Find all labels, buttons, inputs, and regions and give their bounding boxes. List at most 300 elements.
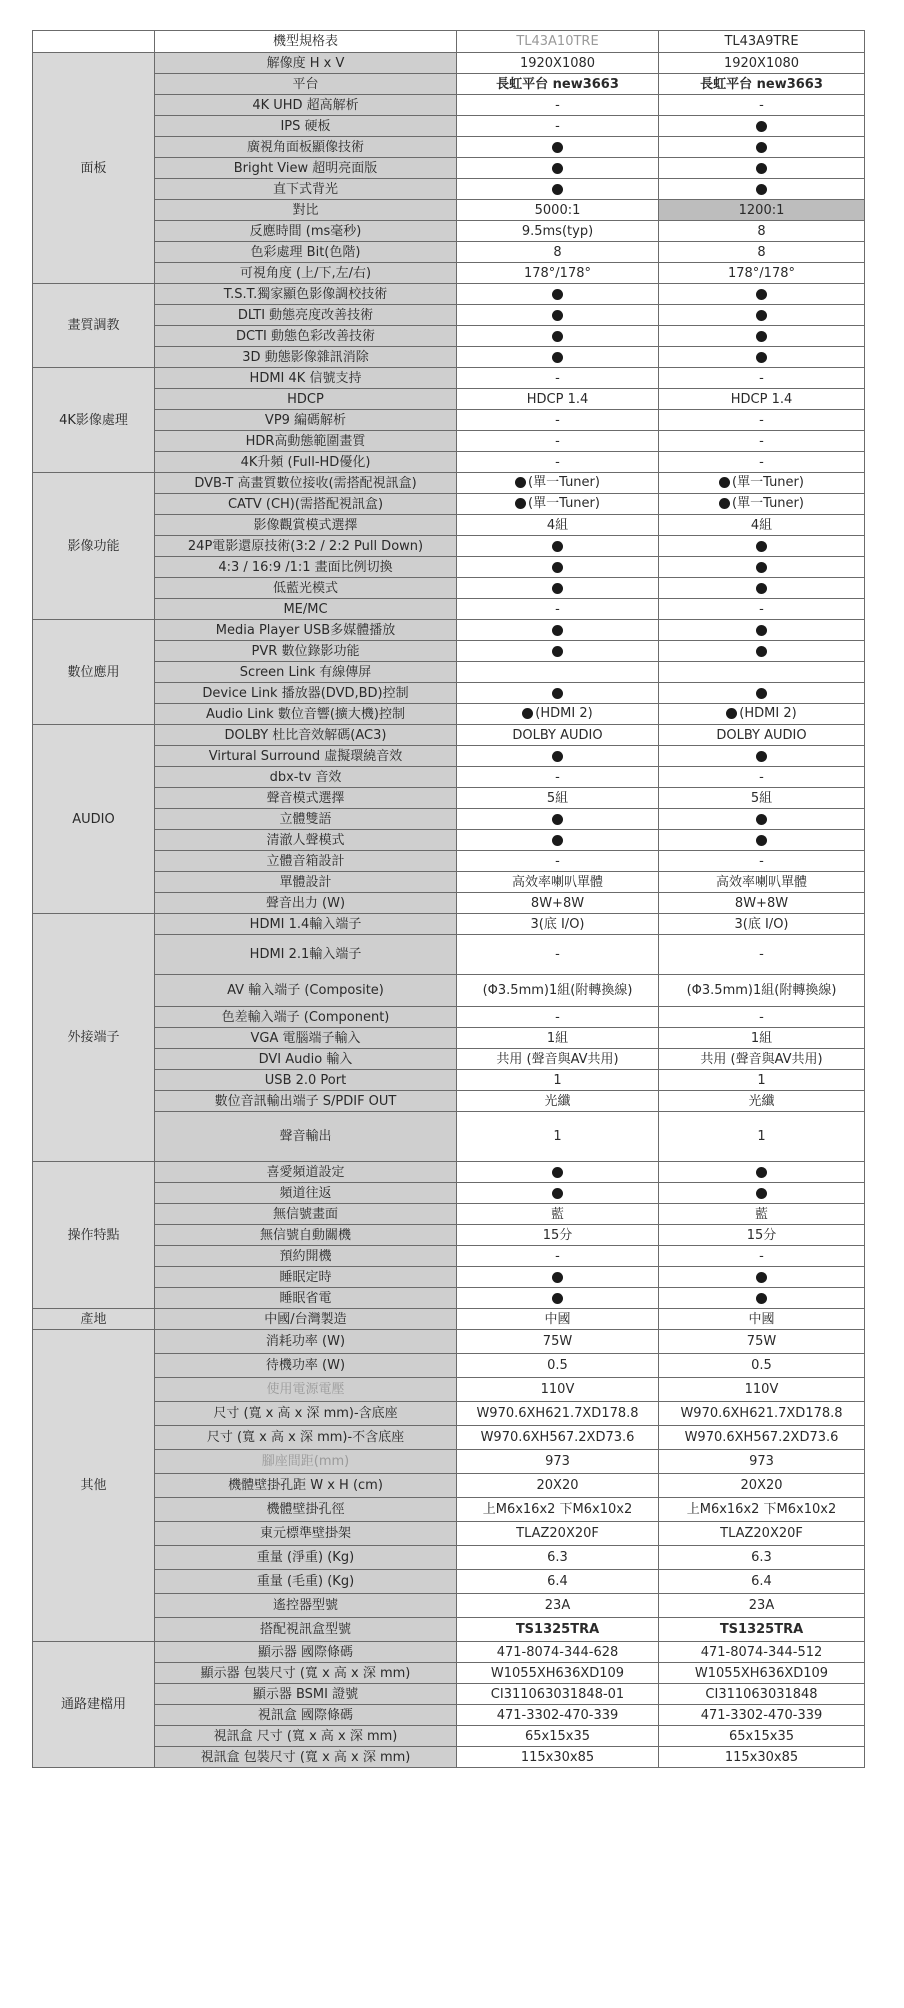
feature-label: 24P電影還原技術(3:2 / 2:2 Pull Down)	[155, 536, 457, 557]
model-a-value: 共用 (聲音與AV共用)	[457, 1049, 659, 1070]
feature-label: 清澈人聲模式	[155, 830, 457, 851]
spec-row	[33, 746, 865, 767]
feature-label: 使用電源電壓	[155, 1378, 457, 1402]
feature-label: HDCP	[155, 389, 457, 410]
model-b-value: TS1325TRA	[659, 1618, 865, 1642]
feature-label: 重量 (毛重) (Kg)	[155, 1570, 457, 1594]
model-b-value: W970.6XH567.2XD73.6	[659, 1426, 865, 1450]
spec-row	[33, 305, 865, 326]
model-a-value: -	[457, 95, 659, 116]
model-a-value: 6.4	[457, 1570, 659, 1594]
category-label: 4K影像處理	[33, 368, 155, 473]
model-a-value: W970.6XH567.2XD73.6	[457, 1426, 659, 1450]
model-a-value: 高效率喇叭單體	[457, 872, 659, 893]
feature-dot-icon	[756, 1167, 767, 1178]
model-a-value: -	[457, 1007, 659, 1028]
model-b-value: 471-3302-470-339	[659, 1705, 865, 1726]
model-b-value: 1200:1	[659, 200, 865, 221]
spec-row	[33, 1070, 865, 1091]
spec-row	[33, 1049, 865, 1070]
feature-label: 喜愛頻道設定	[155, 1162, 457, 1183]
model-a-value	[457, 662, 659, 683]
model-b-value	[659, 746, 865, 767]
feature-dot-icon	[552, 331, 563, 342]
spec-row	[33, 1498, 865, 1522]
model-a-value: -	[457, 116, 659, 137]
feature-dot-icon	[552, 1167, 563, 1178]
model-b-value: 1	[659, 1112, 865, 1162]
feature-label: VGA 電腦端子輸入	[155, 1028, 457, 1049]
feature-dot-icon	[756, 541, 767, 552]
feature-dot-icon	[726, 708, 737, 719]
model-a-value: 115x30x85	[457, 1747, 659, 1768]
model-a-value	[457, 809, 659, 830]
model-b-value	[659, 179, 865, 200]
header-model-a: TL43A10TRE	[457, 31, 659, 53]
feature-dot-icon	[756, 163, 767, 174]
feature-label: 頻道往返	[155, 1183, 457, 1204]
spec-row	[33, 1354, 865, 1378]
model-b-value	[659, 158, 865, 179]
model-a-value: 471-3302-470-339	[457, 1705, 659, 1726]
header-row	[33, 31, 865, 53]
model-a-value: 23A	[457, 1594, 659, 1618]
spec-row	[33, 1594, 865, 1618]
feature-dot-icon	[756, 814, 767, 825]
model-a-value	[457, 305, 659, 326]
spec-row	[33, 1204, 865, 1225]
spec-row	[33, 788, 865, 809]
category-label: AUDIO	[33, 725, 155, 914]
spec-row	[33, 1402, 865, 1426]
model-a-value	[457, 347, 659, 368]
feature-label: 立體雙語	[155, 809, 457, 830]
feature-label: 聲音出力 (W)	[155, 893, 457, 914]
model-b-value: 23A	[659, 1594, 865, 1618]
feature-dot-icon	[719, 477, 730, 488]
model-b-value	[659, 557, 865, 578]
model-b-value	[659, 326, 865, 347]
spec-row	[33, 1522, 865, 1546]
model-a-value: 0.5	[457, 1354, 659, 1378]
model-b-value: -	[659, 1246, 865, 1267]
model-a-value: DOLBY AUDIO	[457, 725, 659, 746]
category-label: 影像功能	[33, 473, 155, 620]
spec-row	[33, 1225, 865, 1246]
model-b-value: 5組	[659, 788, 865, 809]
model-b-value: W970.6XH621.7XD178.8	[659, 1402, 865, 1426]
spec-row	[33, 1450, 865, 1474]
header-cat-blank	[33, 31, 155, 53]
model-a-value	[457, 158, 659, 179]
model-b-value: -	[659, 851, 865, 872]
feature-label: Audio Link 數位音響(擴大機)控制	[155, 704, 457, 725]
feature-dot-icon	[552, 163, 563, 174]
feature-label: DVI Audio 輸入	[155, 1049, 457, 1070]
spec-row	[33, 326, 865, 347]
feature-dot-icon	[552, 352, 563, 363]
feature-dot-icon	[552, 835, 563, 846]
feature-dot-icon	[552, 541, 563, 552]
spec-row	[33, 431, 865, 452]
feature-label: 顯示器 BSMI 證號	[155, 1684, 457, 1705]
dot-with-note	[719, 476, 804, 489]
feature-label: 中國/台灣製造	[155, 1309, 457, 1330]
model-b-value	[659, 1288, 865, 1309]
feature-label: ME/MC	[155, 599, 457, 620]
model-a-value: 中國	[457, 1309, 659, 1330]
model-a-value: -	[457, 410, 659, 431]
dot-note: (單一Tuner)	[732, 474, 804, 490]
feature-label: Bright View 超明亮面版	[155, 158, 457, 179]
spec-sheet	[32, 30, 864, 1768]
model-b-value	[659, 347, 865, 368]
feature-dot-icon	[756, 1272, 767, 1283]
model-a-value: 3(底 I/O)	[457, 914, 659, 935]
model-b-value: TLAZ20X20F	[659, 1522, 865, 1546]
feature-label: dbx-tv 音效	[155, 767, 457, 788]
feature-label: 單體設計	[155, 872, 457, 893]
feature-label: Media Player USB多媒體播放	[155, 620, 457, 641]
model-a-value: 1920X1080	[457, 53, 659, 74]
model-a-value	[457, 578, 659, 599]
spec-row	[33, 557, 865, 578]
model-b-value: HDCP 1.4	[659, 389, 865, 410]
model-a-value	[457, 284, 659, 305]
spec-row	[33, 1747, 865, 1768]
feature-label: 無信號自動關機	[155, 1225, 457, 1246]
model-a-value: 178°/178°	[457, 263, 659, 284]
spec-row	[33, 158, 865, 179]
header-model-b: TL43A9TRE	[659, 31, 865, 53]
model-a-value: 8	[457, 242, 659, 263]
feature-label: DOLBY 杜比音效解碼(AC3)	[155, 725, 457, 746]
spec-row	[33, 683, 865, 704]
feature-label: HDMI 1.4輸入端子	[155, 914, 457, 935]
feature-label: 4:3 / 16:9 /1:1 畫面比例切換	[155, 557, 457, 578]
model-b-value: 973	[659, 1450, 865, 1474]
spec-row	[33, 975, 865, 1007]
feature-label: 預約開機	[155, 1246, 457, 1267]
model-b-value: 4組	[659, 515, 865, 536]
feature-label: 4K UHD 超高解析	[155, 95, 457, 116]
model-b-value: 8W+8W	[659, 893, 865, 914]
model-b-value: 110V	[659, 1378, 865, 1402]
model-b-value: 15分	[659, 1225, 865, 1246]
model-a-value: 5組	[457, 788, 659, 809]
model-b-value	[659, 620, 865, 641]
model-b-value: -	[659, 95, 865, 116]
feature-label: 顯示器 包裝尺寸 (寬 x 高 x 深 mm)	[155, 1663, 457, 1684]
spec-row	[33, 893, 865, 914]
feature-dot-icon	[552, 562, 563, 573]
model-a-value: 973	[457, 1450, 659, 1474]
header-label: 機型規格表	[155, 31, 457, 53]
dot-note: (單一Tuner)	[732, 495, 804, 511]
category-label: 產地	[33, 1309, 155, 1330]
model-a-value	[457, 704, 659, 725]
spec-row	[33, 1663, 865, 1684]
model-b-value: 光纖	[659, 1091, 865, 1112]
model-a-value: 9.5ms(typ)	[457, 221, 659, 242]
feature-dot-icon	[552, 646, 563, 657]
model-a-value: CI311063031848-01	[457, 1684, 659, 1705]
spec-row	[33, 1618, 865, 1642]
spec-row	[33, 221, 865, 242]
model-a-value	[457, 1183, 659, 1204]
spec-row	[33, 473, 865, 494]
feature-label: 機體壁掛孔距 W x H (cm)	[155, 1474, 457, 1498]
model-b-value	[659, 578, 865, 599]
model-a-value	[457, 683, 659, 704]
model-b-value: -	[659, 368, 865, 389]
spec-row	[33, 578, 865, 599]
feature-dot-icon	[552, 625, 563, 636]
dot-with-note	[726, 707, 796, 720]
spec-row	[33, 74, 865, 95]
spec-row	[33, 515, 865, 536]
feature-label: CATV (CH)(需搭配視訊盒)	[155, 494, 457, 515]
feature-dot-icon	[756, 331, 767, 342]
model-a-value: -	[457, 851, 659, 872]
model-a-value: 20X20	[457, 1474, 659, 1498]
spec-row	[33, 1546, 865, 1570]
feature-dot-icon	[552, 142, 563, 153]
model-a-value: W970.6XH621.7XD178.8	[457, 1402, 659, 1426]
spec-row	[33, 1288, 865, 1309]
model-a-value: 75W	[457, 1330, 659, 1354]
feature-label: 色差輸入端子 (Component)	[155, 1007, 457, 1028]
model-a-value: 5000:1	[457, 200, 659, 221]
feature-label: 遙控器型號	[155, 1594, 457, 1618]
feature-label: Virtural Surround 虛擬環繞音效	[155, 746, 457, 767]
model-b-value: 6.3	[659, 1546, 865, 1570]
spec-row	[33, 1378, 865, 1402]
feature-dot-icon	[756, 625, 767, 636]
feature-label: 視訊盒 國際條碼	[155, 1705, 457, 1726]
spec-row	[33, 725, 865, 746]
model-b-value	[659, 137, 865, 158]
model-b-value: 8	[659, 242, 865, 263]
spec-row	[33, 830, 865, 851]
feature-dot-icon	[756, 646, 767, 657]
feature-label: 對比	[155, 200, 457, 221]
model-a-value: 15分	[457, 1225, 659, 1246]
model-b-value: 上M6x16x2 下M6x10x2	[659, 1498, 865, 1522]
model-a-value: 藍	[457, 1204, 659, 1225]
feature-label: 視訊盒 包裝尺寸 (寬 x 高 x 深 mm)	[155, 1747, 457, 1768]
model-b-value: 20X20	[659, 1474, 865, 1498]
spec-row	[33, 662, 865, 683]
model-b-value: 0.5	[659, 1354, 865, 1378]
spec-row	[33, 1091, 865, 1112]
feature-label: 反應時間 (ms毫秒)	[155, 221, 457, 242]
dot-with-note	[515, 476, 600, 489]
spec-row	[33, 1028, 865, 1049]
feature-label: 3D 動態影像雜訊消除	[155, 347, 457, 368]
feature-label: AV 輸入端子 (Composite)	[155, 975, 457, 1007]
model-a-value: TS1325TRA	[457, 1618, 659, 1642]
feature-label: 廣視角面板顯像技術	[155, 137, 457, 158]
feature-dot-icon	[756, 1293, 767, 1304]
model-a-value	[457, 494, 659, 515]
feature-label: 消耗功率 (W)	[155, 1330, 457, 1354]
dot-with-note	[719, 497, 804, 510]
model-a-value: -	[457, 431, 659, 452]
model-b-value: 高效率喇叭單體	[659, 872, 865, 893]
category-label: 其他	[33, 1330, 155, 1642]
model-a-value	[457, 1162, 659, 1183]
spec-row	[33, 242, 865, 263]
spec-row	[33, 1330, 865, 1354]
model-b-value: -	[659, 452, 865, 473]
feature-label: 睡眠省電	[155, 1288, 457, 1309]
model-b-value	[659, 473, 865, 494]
spec-row	[33, 494, 865, 515]
feature-dot-icon	[552, 688, 563, 699]
model-a-value	[457, 557, 659, 578]
feature-label: USB 2.0 Port	[155, 1070, 457, 1091]
feature-label: 待機功率 (W)	[155, 1354, 457, 1378]
spec-row	[33, 1183, 865, 1204]
model-a-value: 1	[457, 1070, 659, 1091]
model-a-value	[457, 1267, 659, 1288]
model-a-value	[457, 473, 659, 494]
feature-label: HDMI 4K 信號支持	[155, 368, 457, 389]
feature-label: 尺寸 (寬 x 高 x 深 mm)-含底座	[155, 1402, 457, 1426]
model-b-value	[659, 683, 865, 704]
feature-dot-icon	[515, 498, 526, 509]
feature-dot-icon	[515, 477, 526, 488]
feature-label: 低藍光模式	[155, 578, 457, 599]
model-a-value: -	[457, 767, 659, 788]
model-a-value	[457, 641, 659, 662]
spec-row	[33, 935, 865, 975]
model-b-value: 75W	[659, 1330, 865, 1354]
spec-row	[33, 536, 865, 557]
model-b-value	[659, 1162, 865, 1183]
model-a-value: 上M6x16x2 下M6x10x2	[457, 1498, 659, 1522]
feature-dot-icon	[756, 835, 767, 846]
feature-dot-icon	[522, 708, 533, 719]
model-b-value	[659, 704, 865, 725]
feature-dot-icon	[552, 184, 563, 195]
feature-label: VP9 編碼解析	[155, 410, 457, 431]
feature-label: 顯示器 國際條碼	[155, 1642, 457, 1663]
spec-row	[33, 641, 865, 662]
spec-row	[33, 452, 865, 473]
feature-label: 視訊盒 尺寸 (寬 x 高 x 深 mm)	[155, 1726, 457, 1747]
spec-row	[33, 1112, 865, 1162]
feature-label: HDMI 2.1輸入端子	[155, 935, 457, 975]
spec-row	[33, 389, 865, 410]
spec-row	[33, 1726, 865, 1747]
model-b-value: -	[659, 431, 865, 452]
model-b-value: 8	[659, 221, 865, 242]
model-b-value: -	[659, 1007, 865, 1028]
spec-table	[32, 30, 865, 1768]
model-b-value: 178°/178°	[659, 263, 865, 284]
feature-label: HDR高動態範圍畫質	[155, 431, 457, 452]
model-b-value: -	[659, 410, 865, 431]
model-b-value	[659, 830, 865, 851]
feature-label: 無信號畫面	[155, 1204, 457, 1225]
feature-dot-icon	[756, 184, 767, 195]
feature-label: 搭配視訊盒型號	[155, 1618, 457, 1642]
model-a-value: -	[457, 935, 659, 975]
spec-row	[33, 284, 865, 305]
model-b-value	[659, 116, 865, 137]
spec-row	[33, 1642, 865, 1663]
feature-dot-icon	[756, 688, 767, 699]
model-a-value	[457, 536, 659, 557]
feature-label: IPS 硬板	[155, 116, 457, 137]
feature-dot-icon	[552, 751, 563, 762]
spec-row	[33, 1426, 865, 1450]
model-b-value	[659, 641, 865, 662]
feature-label: 直下式背光	[155, 179, 457, 200]
dot-note: (HDMI 2)	[739, 705, 797, 721]
feature-label: 尺寸 (寬 x 高 x 深 mm)-不含底座	[155, 1426, 457, 1450]
feature-label: 解像度 H x V	[155, 53, 457, 74]
dot-note: (HDMI 2)	[535, 705, 593, 721]
spec-row	[33, 410, 865, 431]
dot-note: (單一Tuner)	[528, 495, 600, 511]
feature-label: PVR 數位錄影功能	[155, 641, 457, 662]
spec-row	[33, 347, 865, 368]
model-b-value	[659, 284, 865, 305]
feature-label: 4K升頻 (Full-HD優化)	[155, 452, 457, 473]
model-b-value: -	[659, 935, 865, 975]
model-a-value: HDCP 1.4	[457, 389, 659, 410]
model-a-value	[457, 620, 659, 641]
model-b-value: 中國	[659, 1309, 865, 1330]
feature-label: Device Link 播放器(DVD,BD)控制	[155, 683, 457, 704]
model-b-value: 共用 (聲音與AV共用)	[659, 1049, 865, 1070]
feature-dot-icon	[756, 289, 767, 300]
spec-row	[33, 368, 865, 389]
model-b-value	[659, 809, 865, 830]
feature-dot-icon	[756, 562, 767, 573]
model-a-value: 光纖	[457, 1091, 659, 1112]
category-label: 外接端子	[33, 914, 155, 1162]
spec-row	[33, 1570, 865, 1594]
model-a-value: 4組	[457, 515, 659, 536]
category-label: 數位應用	[33, 620, 155, 725]
model-a-value	[457, 746, 659, 767]
model-a-value: (Φ3.5mm)1組(附轉換線)	[457, 975, 659, 1007]
spec-row	[33, 1007, 865, 1028]
feature-dot-icon	[552, 814, 563, 825]
model-b-value: -	[659, 599, 865, 620]
model-a-value: 6.3	[457, 1546, 659, 1570]
model-b-value: 471-8074-344-512	[659, 1642, 865, 1663]
feature-label: 聲音輸出	[155, 1112, 457, 1162]
feature-label: Screen Link 有線傳屏	[155, 662, 457, 683]
spec-row	[33, 137, 865, 158]
feature-dot-icon	[756, 1188, 767, 1199]
model-a-value: 471-8074-344-628	[457, 1642, 659, 1663]
spec-row	[33, 620, 865, 641]
model-b-value: 115x30x85	[659, 1747, 865, 1768]
model-a-value: 長虹平台 new3663	[457, 74, 659, 95]
model-a-value: TLAZ20X20F	[457, 1522, 659, 1546]
feature-dot-icon	[552, 1188, 563, 1199]
model-a-value: 110V	[457, 1378, 659, 1402]
model-a-value	[457, 830, 659, 851]
model-b-value: (Φ3.5mm)1組(附轉換線)	[659, 975, 865, 1007]
feature-label: 聲音模式選擇	[155, 788, 457, 809]
